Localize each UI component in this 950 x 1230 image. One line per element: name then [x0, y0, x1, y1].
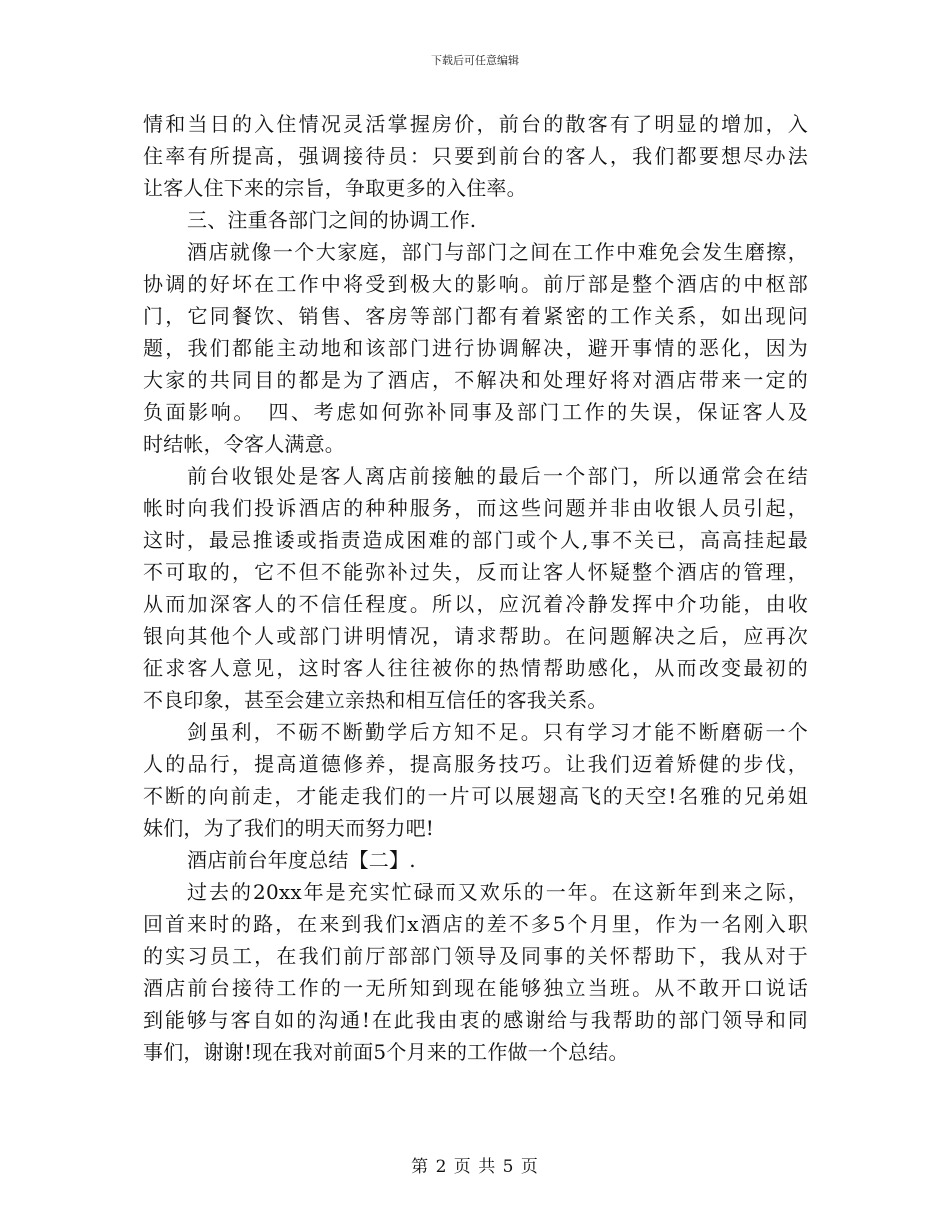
text-line: 协调的好坏在工作中将受到极大的影响。前厅部是整个酒店的中枢部 [143, 272, 808, 296]
text-line: 酒店前台接待工作的一无所知到现在能够独立当班。从不敢开口说话 [143, 976, 808, 1000]
text-line: 回首来时的路，在来到我们x酒店的差不多5个月里，作为一名刚入职 [143, 912, 808, 936]
text-line: 不良印象，甚至会建立亲热和相互信任的客我关系。 [143, 688, 608, 712]
text-line: 题，我们都能主动地和该部门进行协调解决，避开事情的恶化，因为 [143, 336, 808, 360]
text-line: 征求客人意见，这时客人往往被你的热情帮助感化，从而改变最初的 [143, 656, 808, 680]
text-line: 到能够与客自如的沟通!在此我由衷的感谢给与我帮助的部门领导和同 [143, 1008, 808, 1032]
text-line: 的实习员工，在我们前厅部部门领导及同事的关怀帮助下，我从对于 [143, 944, 808, 968]
text-line: 不可取的，它不但不能弥补过失，反而让客人怀疑整个酒店的管理， [143, 560, 808, 584]
text-line: 事们，谢谢!现在我对前面5个月来的工作做一个总结。 [143, 1040, 629, 1064]
document-body [143, 108, 808, 1068]
text-line: 酒店前台年度总结【二】. [187, 848, 416, 872]
text-line: 不断的向前走，才能走我们的一片可以展翅高飞的天空!名雅的兄弟姐 [143, 784, 808, 808]
text-line: 前台收银处是客人离店前接触的最后一个部门，所以通常会在结 [187, 464, 808, 488]
text-line: 时结帐，令客人满意。 [143, 432, 345, 456]
text-line: 剑虽利，不砺不断勤学后方知不足。只有学习才能不断磨砺一个 [187, 720, 808, 744]
text-line: 门，它同餐饮、销售、客房等部门都有着紧密的工作关系，如出现问 [143, 304, 808, 328]
page-number-footer: 第 2 页 共 5 页 [411, 1157, 539, 1177]
text-line: 银向其他个人或部门讲明情况，请求帮助。在问题解决之后，应再次 [143, 624, 808, 648]
text-line: 从而加深客人的不信任程度。所以，应沉着冷静发挥中介功能，由收 [143, 592, 808, 616]
text-line: 三、注重各部门之间的协调工作. [187, 208, 477, 232]
text-line: 妹们，为了我们的明天而努力吧! [143, 816, 435, 840]
text-line: 过去的20xx年是充实忙碌而又欢乐的一年。在这新年到来之际， [187, 880, 808, 904]
text-line: 帐时向我们投诉酒店的种种服务，而这些问题并非由收银人员引起， [143, 496, 808, 520]
text-line: 负面影响。 四、考虑如何弥补同事及部门工作的失误，保证客人及 [143, 400, 808, 424]
text-line: 大家的共同目的都是为了酒店，不解决和处理好将对酒店带来一定的 [143, 368, 808, 392]
text-line: 酒店就像一个大家庭，部门与部门之间在工作中难免会发生磨擦， [187, 240, 808, 264]
text-line: 这时，最忌推诿或指责造成困难的部门或个人,事不关已，高高挂起最 [143, 528, 808, 552]
text-line: 人的品行，提高道德修养，提高服务技巧。让我们迈着矫健的步伐， [143, 752, 808, 776]
text-line: 情和当日的入住情况灵活掌握房价，前台的散客有了明显的增加，入 [143, 112, 808, 136]
text-line: 让客人住下来的宗旨，争取更多的入住率。 [143, 176, 527, 200]
page-header: 下载后可任意编辑 [431, 54, 519, 67]
text-line: 住率有所提高，强调接待员：只要到前台的客人，我们都要想尽办法 [143, 144, 808, 168]
